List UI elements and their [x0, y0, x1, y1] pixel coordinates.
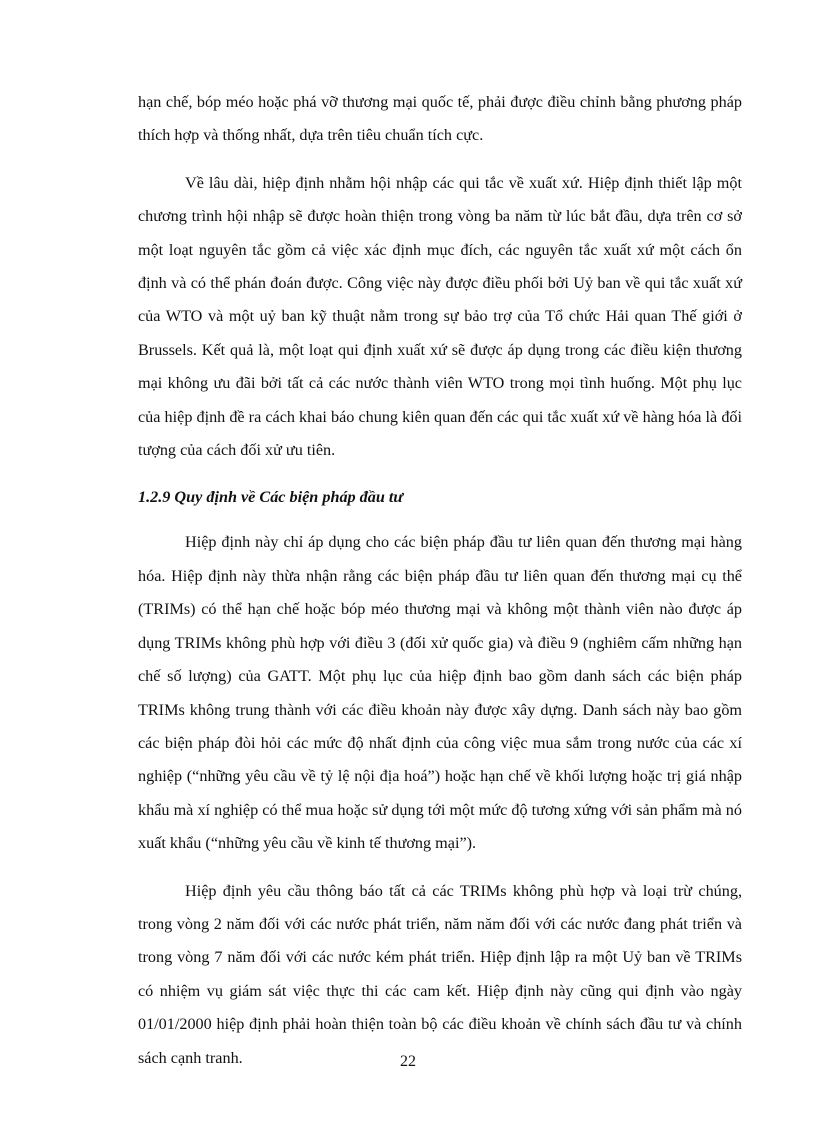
paragraph-3: Hiệp định này chỉ áp dụng cho các biện pháp đầu tư liên quan đến thương mại hàng hóa. Hiệp định này thừa nhận rằng các biện pháp đầu tư liên quan đến thương mại cụ thể (TRIMs) có thể hạn chế hoặc bóp méo thương mại và không một thành viên nào được áp dụng TRIMs không phù hợp với điều 3 (đối xử quốc gia) và điều 9 (nghiêm cấm những hạn chế số lượng) của GATT. Một phụ lục của hiệp định bao gồm danh sách các biện pháp TRIMs không trung thành với các điều khoản này được xây dựng. Danh sách này bao gồm các biện pháp đòi hỏi các mức độ nhất định của công việc mua sắm trong nước của các xí nghiệp (“những yêu cầu về tỷ lệ nội địa hoá”) hoặc hạn chế về khối lượng hoặc trị giá nhập khẩu mà xí nghiệp có thể mua hoặc sử dụng tới một mức độ tương xứng với sản phẩm mà nó xuất khẩu (“những yêu cầu về kinh tế thương mại”).	[138, 533, 742, 853]
paragraph-2: Về lâu dài, hiệp định nhằm hội nhập các qui tắc về xuất xứ. Hiệp định thiết lập một chương trình hội nhập sẽ được hoàn thiện trong vòng ba năm từ lúc bắt đầu, dựa trên cơ sở một loạt nguyên tắc gồm cả việc xác định mục đích, các nguyên tắc xuất xứ một cách ổn định và có thể phán đoán được. Công việc này được điều phối bởi Uỷ ban về qui tắc xuất xứ của WTO và một uỷ ban kỹ thuật nằm trong sự bảo trợ của Tổ chức Hải quan Thế giới ở Brussels. Kết quả là, một loạt qui định xuất xứ sẽ được áp dụng trong các điều kiện thương mại không ưu đãi bởi tất cả các nước thành viên WTO trong mọi tình huống. Một phụ lục của hiệp định đề ra cách khai báo chung kiên quan đến các qui tắc xuất xứ về hàng hóa là đối tượng của cách đối xử ưu tiên.	[138, 173, 742, 460]
section-heading: 1.2.9 Quy định về Các biện pháp đầu tư	[138, 488, 404, 507]
paragraph-1: hạn chế, bóp méo hoặc phá vỡ thương mại quốc tế, phải được điều chỉnh bằng phương pháp thích hợp và thống nhất, dựa trên tiêu chuẩn tích cực.	[138, 93, 742, 145]
document-page	[138, 86, 742, 1089]
paragraph-4: Hiệp định yêu cầu thông báo tất cả các TRIMs không phù hợp và loại trừ chúng, trong vòng 2 năm đối với các nước phát triển, năm năm đối với các nước đang phát triển và trong vòng 7 năm đối với các nước kém phát triển. Hiệp định lập ra một Uỷ ban về TRIMs có nhiệm vụ giám sát việc thực thi các cam kết. Hiệp định này cũng qui định vào ngày 01/01/2000 hiệp định phải hoàn thiện toàn bộ các điều khoản về chính sách đầu tư và chính sách cạnh tranh.	[138, 881, 742, 1067]
page-number: 22	[400, 1053, 416, 1070]
